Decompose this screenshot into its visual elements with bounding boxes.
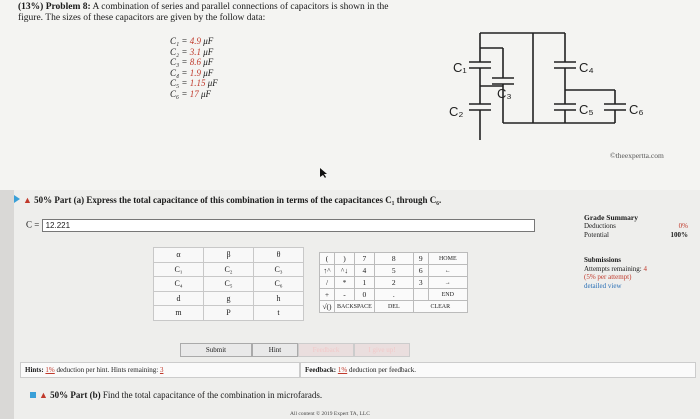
key-right-arrow[interactable]: → — [428, 277, 467, 289]
key-6[interactable]: 6 — [413, 265, 428, 277]
key-blank — [413, 289, 428, 301]
key-d[interactable]: d — [154, 291, 204, 306]
capacitor-values — [170, 36, 218, 99]
feedback-bar: Feedback: 1% deduction per feedback. — [300, 362, 696, 378]
key-t[interactable]: t — [254, 306, 304, 321]
label-c6: C₆ — [629, 102, 644, 117]
expand-square-icon[interactable] — [30, 392, 36, 398]
variable-keypad — [153, 247, 304, 321]
attempts-remaining: 4 — [643, 264, 647, 273]
hints-bar: Hints: 1% deduction per hint. Hints remaining: 3 — [20, 362, 300, 378]
grade-summary: Grade Summary Deductions 0% Potential 100% — [584, 213, 688, 239]
potential-value: 100% — [670, 231, 688, 239]
problem-statement — [18, 2, 398, 24]
cap-row-3: C₃ = 8.6 μF — [170, 57, 214, 67]
key-clear[interactable]: CLEAR — [413, 301, 467, 313]
answer-row — [26, 219, 535, 232]
answer-prefix: C = — [26, 219, 40, 230]
number-keypad — [319, 252, 468, 313]
submissions-box: Submissions Attempts remaining: 4 (5% per attempt) detailed view — [584, 256, 694, 290]
key-3[interactable]: 3 — [413, 277, 428, 289]
key-subscript[interactable]: ^↓ — [335, 265, 355, 277]
key-1[interactable]: 1 — [354, 277, 374, 289]
detailed-view-link[interactable]: detailed view — [584, 281, 622, 290]
key-c1[interactable]: C₁ — [154, 262, 204, 277]
circuit-diagram — [445, 28, 675, 148]
key-left-arrow[interactable]: ← — [428, 265, 467, 277]
key-divide[interactable]: / — [320, 277, 335, 289]
key-4[interactable]: 4 — [354, 265, 374, 277]
key-home[interactable]: HOME — [428, 253, 467, 265]
expand-arrow-icon[interactable] — [14, 195, 20, 203]
warning-icon-b: ▲ — [39, 390, 48, 400]
answer-input[interactable]: 12.221 — [42, 219, 535, 232]
part-a-header[interactable]: ▲ 50% Part (a) Express the total capacitance of this combination in terms of the capacitances C₁ through C₆. — [14, 195, 441, 205]
label-c4: C₄ — [579, 60, 594, 75]
deductions-value: 0% — [678, 222, 688, 230]
cap-row-4: C₄ = 1.9 μF — [170, 67, 214, 78]
grade-summary-title: Grade Summary — [584, 213, 638, 222]
hint-button[interactable]: Hint — [252, 343, 298, 357]
label-c5: C₅ — [579, 102, 594, 117]
cap-row-5: C₅ = 1.15 μF — [170, 78, 218, 88]
key-c3[interactable]: C₃ — [254, 262, 304, 277]
cap-row-2: C₂ = 3.1 μF — [170, 46, 214, 57]
key-9[interactable]: 9 — [413, 253, 428, 265]
key-sqrt[interactable]: √() — [320, 301, 335, 313]
key-m[interactable]: m — [154, 306, 204, 321]
key-superscript[interactable]: ↑^ — [320, 265, 335, 277]
warning-icon: ▲ — [23, 195, 32, 205]
problem-number: (13%) Problem 8: — [18, 2, 91, 12]
key-8[interactable]: 8 — [374, 253, 413, 265]
key-theta[interactable]: θ — [254, 248, 304, 263]
cap-row-1: C₁ = 4.9 μF — [170, 36, 214, 46]
key-c2[interactable]: C₂ — [204, 262, 254, 277]
key-7[interactable]: 7 — [354, 253, 374, 265]
mouse-cursor-icon — [320, 168, 328, 178]
key-h[interactable]: h — [254, 291, 304, 306]
feedback-button[interactable]: Feedback — [298, 343, 354, 357]
cap-row-6: C₆ = 17 μF — [170, 88, 211, 99]
key-plus[interactable]: + — [320, 289, 335, 301]
key-c4[interactable]: C₄ — [154, 277, 204, 292]
label-c1: C₁ — [453, 60, 467, 75]
key-beta[interactable]: β — [204, 248, 254, 263]
key-multiply[interactable]: * — [335, 277, 355, 289]
part-a-text: Express the total capacitance of this combination in terms of the capacitances C₁ through C₆. — [86, 195, 442, 205]
label-c2: C₂ — [449, 104, 464, 119]
problem-text: A combination of series and parallel connections of capacitors is shown in the figure. The sizes of these capacitors are given by the follow data: — [18, 2, 389, 23]
per-attempt-text: (5% per attempt) — [584, 273, 632, 281]
key-p[interactable]: P — [204, 306, 254, 321]
key-c6[interactable]: C₆ — [254, 277, 304, 292]
part-b-text: Find the total capacitance of the combination in microfarads. — [102, 390, 323, 400]
give-up-button[interactable]: I give up! — [354, 343, 410, 357]
key-alpha[interactable]: α — [154, 248, 204, 263]
part-b-header[interactable]: ▲ 50% Part (b) Find the total capacitance of the combination in microfarads. — [30, 390, 322, 400]
key-del[interactable]: DEL — [374, 301, 413, 313]
key-5[interactable]: 5 — [374, 265, 413, 277]
key-g[interactable]: g — [204, 291, 254, 306]
key-minus[interactable]: - — [335, 289, 355, 301]
key-backspace[interactable]: BACKSPACE — [335, 301, 375, 313]
credit-text: ©theexpertta.com — [610, 151, 664, 160]
key-open-paren[interactable]: ( — [320, 253, 335, 265]
key-2[interactable]: 2 — [374, 277, 413, 289]
footer-copyright: All content © 2019 Expert TA, LLC — [290, 411, 370, 417]
key-close-paren[interactable]: ) — [335, 253, 355, 265]
submit-button[interactable]: Submit — [180, 343, 252, 357]
key-c5[interactable]: C₅ — [204, 277, 254, 292]
key-0[interactable]: 0 — [354, 289, 374, 301]
key-dot[interactable]: . — [374, 289, 413, 301]
key-end[interactable]: END — [428, 289, 467, 301]
label-c3: C₃ — [497, 86, 512, 101]
hints-remaining: 3 — [159, 366, 164, 374]
